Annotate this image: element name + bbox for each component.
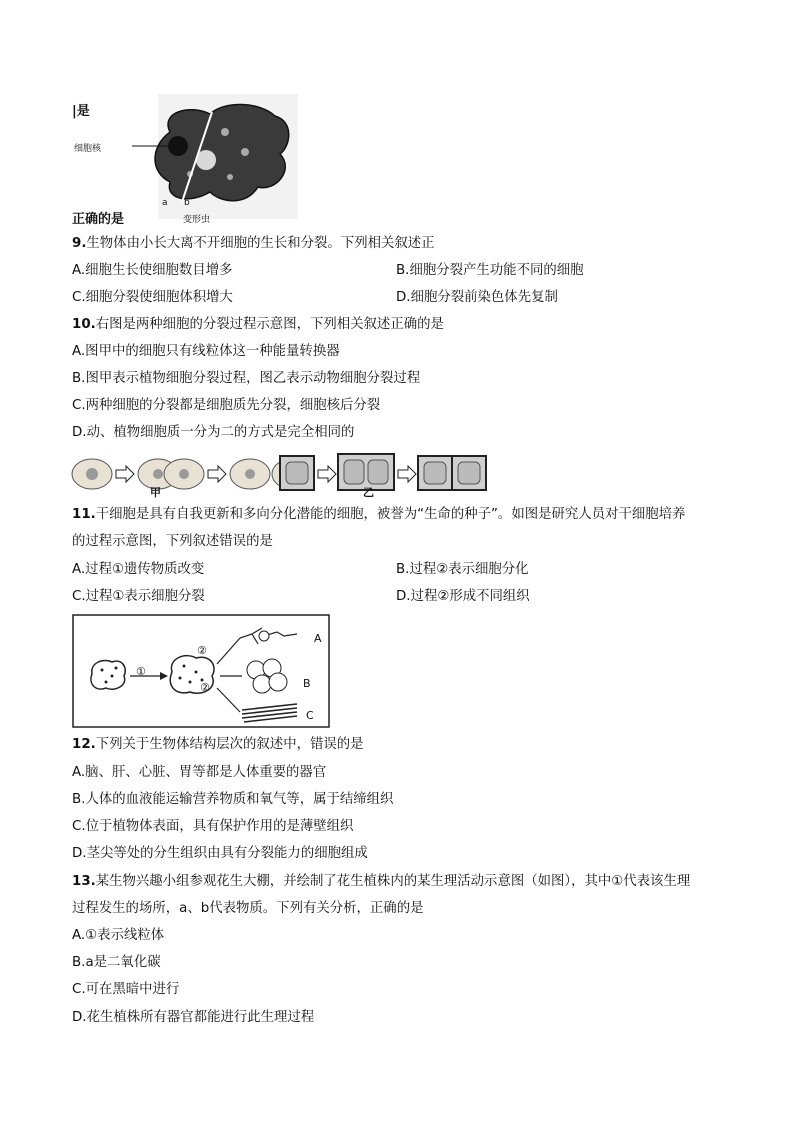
label-tissue-b: B xyxy=(303,677,311,690)
question-12-option-a[interactable]: A.脑、肝、心脏、胃等都是人体重要的器官 xyxy=(72,765,327,780)
question-10-stem xyxy=(72,316,444,334)
arrow-icon xyxy=(116,466,134,482)
question-10-option-a[interactable]: A.图甲中的细胞只有线粒体这一种能量转换器 xyxy=(72,344,340,359)
arrow-icon xyxy=(318,466,336,482)
cut-text-top: |是 xyxy=(72,104,90,119)
question-11-text-1: 干细胞是具有自我更新和多向分化潜能的细胞，被誉为“生命的种子”。如图是研究人员对干细胞培养 xyxy=(95,507,686,522)
stem-cell xyxy=(91,661,125,690)
question-13-number: 13. xyxy=(72,874,96,889)
nucleus xyxy=(168,136,188,156)
question-10-number: 10. xyxy=(72,317,96,332)
label-process-2-lower: ② xyxy=(200,681,210,694)
question-12-text: 下列关于生物体结构层次的叙述中，错误的是 xyxy=(95,737,364,752)
question-11-option-b[interactable]: B.过程②表示细胞分化 xyxy=(396,562,529,577)
cell-division-figure xyxy=(70,452,490,500)
stem-cell-figure xyxy=(72,614,330,728)
question-11-option-d[interactable]: D.过程②形成不同组织 xyxy=(396,589,530,604)
label-a: a xyxy=(162,198,168,208)
label-jia: 甲 xyxy=(150,486,161,499)
question-9-option-d[interactable]: D.细胞分裂前染色体先复制 xyxy=(396,290,558,305)
question-9-option-c[interactable]: C.细胞分裂使细胞体积增大 xyxy=(72,290,233,305)
question-11-stem-line1 xyxy=(72,506,685,524)
question-11-option-c[interactable]: C.过程①表示细胞分裂 xyxy=(72,589,205,604)
question-10-text: 右图是两种细胞的分裂过程示意图，下列相关叙述正确的是 xyxy=(95,317,444,332)
question-13-option-d[interactable]: D.花生植株所有器官都能进行此生理过程 xyxy=(72,1010,315,1025)
question-9-number: 9. xyxy=(72,236,87,251)
arrow-icon xyxy=(398,466,416,482)
question-11-stem-line2: 的过程示意图，下列叙述错误的是 xyxy=(72,534,273,549)
question-9-option-a[interactable]: A.细胞生长使细胞数目增多 xyxy=(72,263,233,278)
question-13-stem-line2: 过程发生的场所，a、b代表物质。下列有关分析，正确的是 xyxy=(72,901,424,916)
question-12-option-d[interactable]: D.茎尖等处的分生组织由具有分裂能力的细胞组成 xyxy=(72,846,368,861)
figure-caption-amoeba: 变形虫 xyxy=(183,215,211,225)
label-tissue-a: A xyxy=(314,632,322,645)
arrow-icon xyxy=(208,466,226,482)
question-12-option-c[interactable]: C.位于植物体表面，具有保护作用的是薄壁组织 xyxy=(72,819,354,834)
cut-text-bottom: 正确的是 xyxy=(72,212,125,227)
plant-cell-sequence xyxy=(280,454,486,490)
question-9-stem xyxy=(72,235,435,253)
question-11-option-a[interactable]: A.过程①遗传物质改变 xyxy=(72,562,205,577)
animal-cell-sequence xyxy=(72,459,312,489)
label-yi: 乙 xyxy=(363,486,374,499)
question-12-option-b[interactable]: B.人体的血液能运输营养物质和氧气等，属于结缔组织 xyxy=(72,792,394,807)
question-13-option-a[interactable]: A.①表示线粒体 xyxy=(72,928,165,943)
question-13-option-b[interactable]: B.a是二氧化碳 xyxy=(72,955,161,970)
label-process-2-upper: ② xyxy=(197,644,207,657)
label-tissue-c: C xyxy=(306,709,314,722)
label-process-1: ① xyxy=(136,665,146,678)
question-11-number: 11. xyxy=(72,507,96,522)
question-13-text-1: 某生物兴趣小组参观花生大棚，并绘制了花生植株内的某生理活动示意图（如图），其中①代表该生理 xyxy=(95,874,691,889)
question-12-stem xyxy=(72,736,364,754)
question-10-option-d[interactable]: D.动、植物细胞质一分为二的方式是完全相同的 xyxy=(72,425,355,440)
question-13-option-c[interactable]: C.可在黑暗中进行 xyxy=(72,982,180,997)
question-9-text: 生物体由小长大离不开细胞的生长和分裂。下列相关叙述正 xyxy=(86,236,435,251)
label-b: b xyxy=(184,198,190,208)
question-12-number: 12. xyxy=(72,737,96,752)
question-10-option-b[interactable]: B.图甲表示植物细胞分裂过程，图乙表示动物细胞分裂过程 xyxy=(72,371,421,386)
question-10-option-c[interactable]: C.两种细胞的分裂都是细胞质先分裂，细胞核后分裂 xyxy=(72,398,381,413)
label-nucleus: 细胞核 xyxy=(74,144,102,154)
question-9-option-b[interactable]: B.细胞分裂产生功能不同的细胞 xyxy=(396,263,584,278)
question-13-stem-line1 xyxy=(72,873,690,891)
